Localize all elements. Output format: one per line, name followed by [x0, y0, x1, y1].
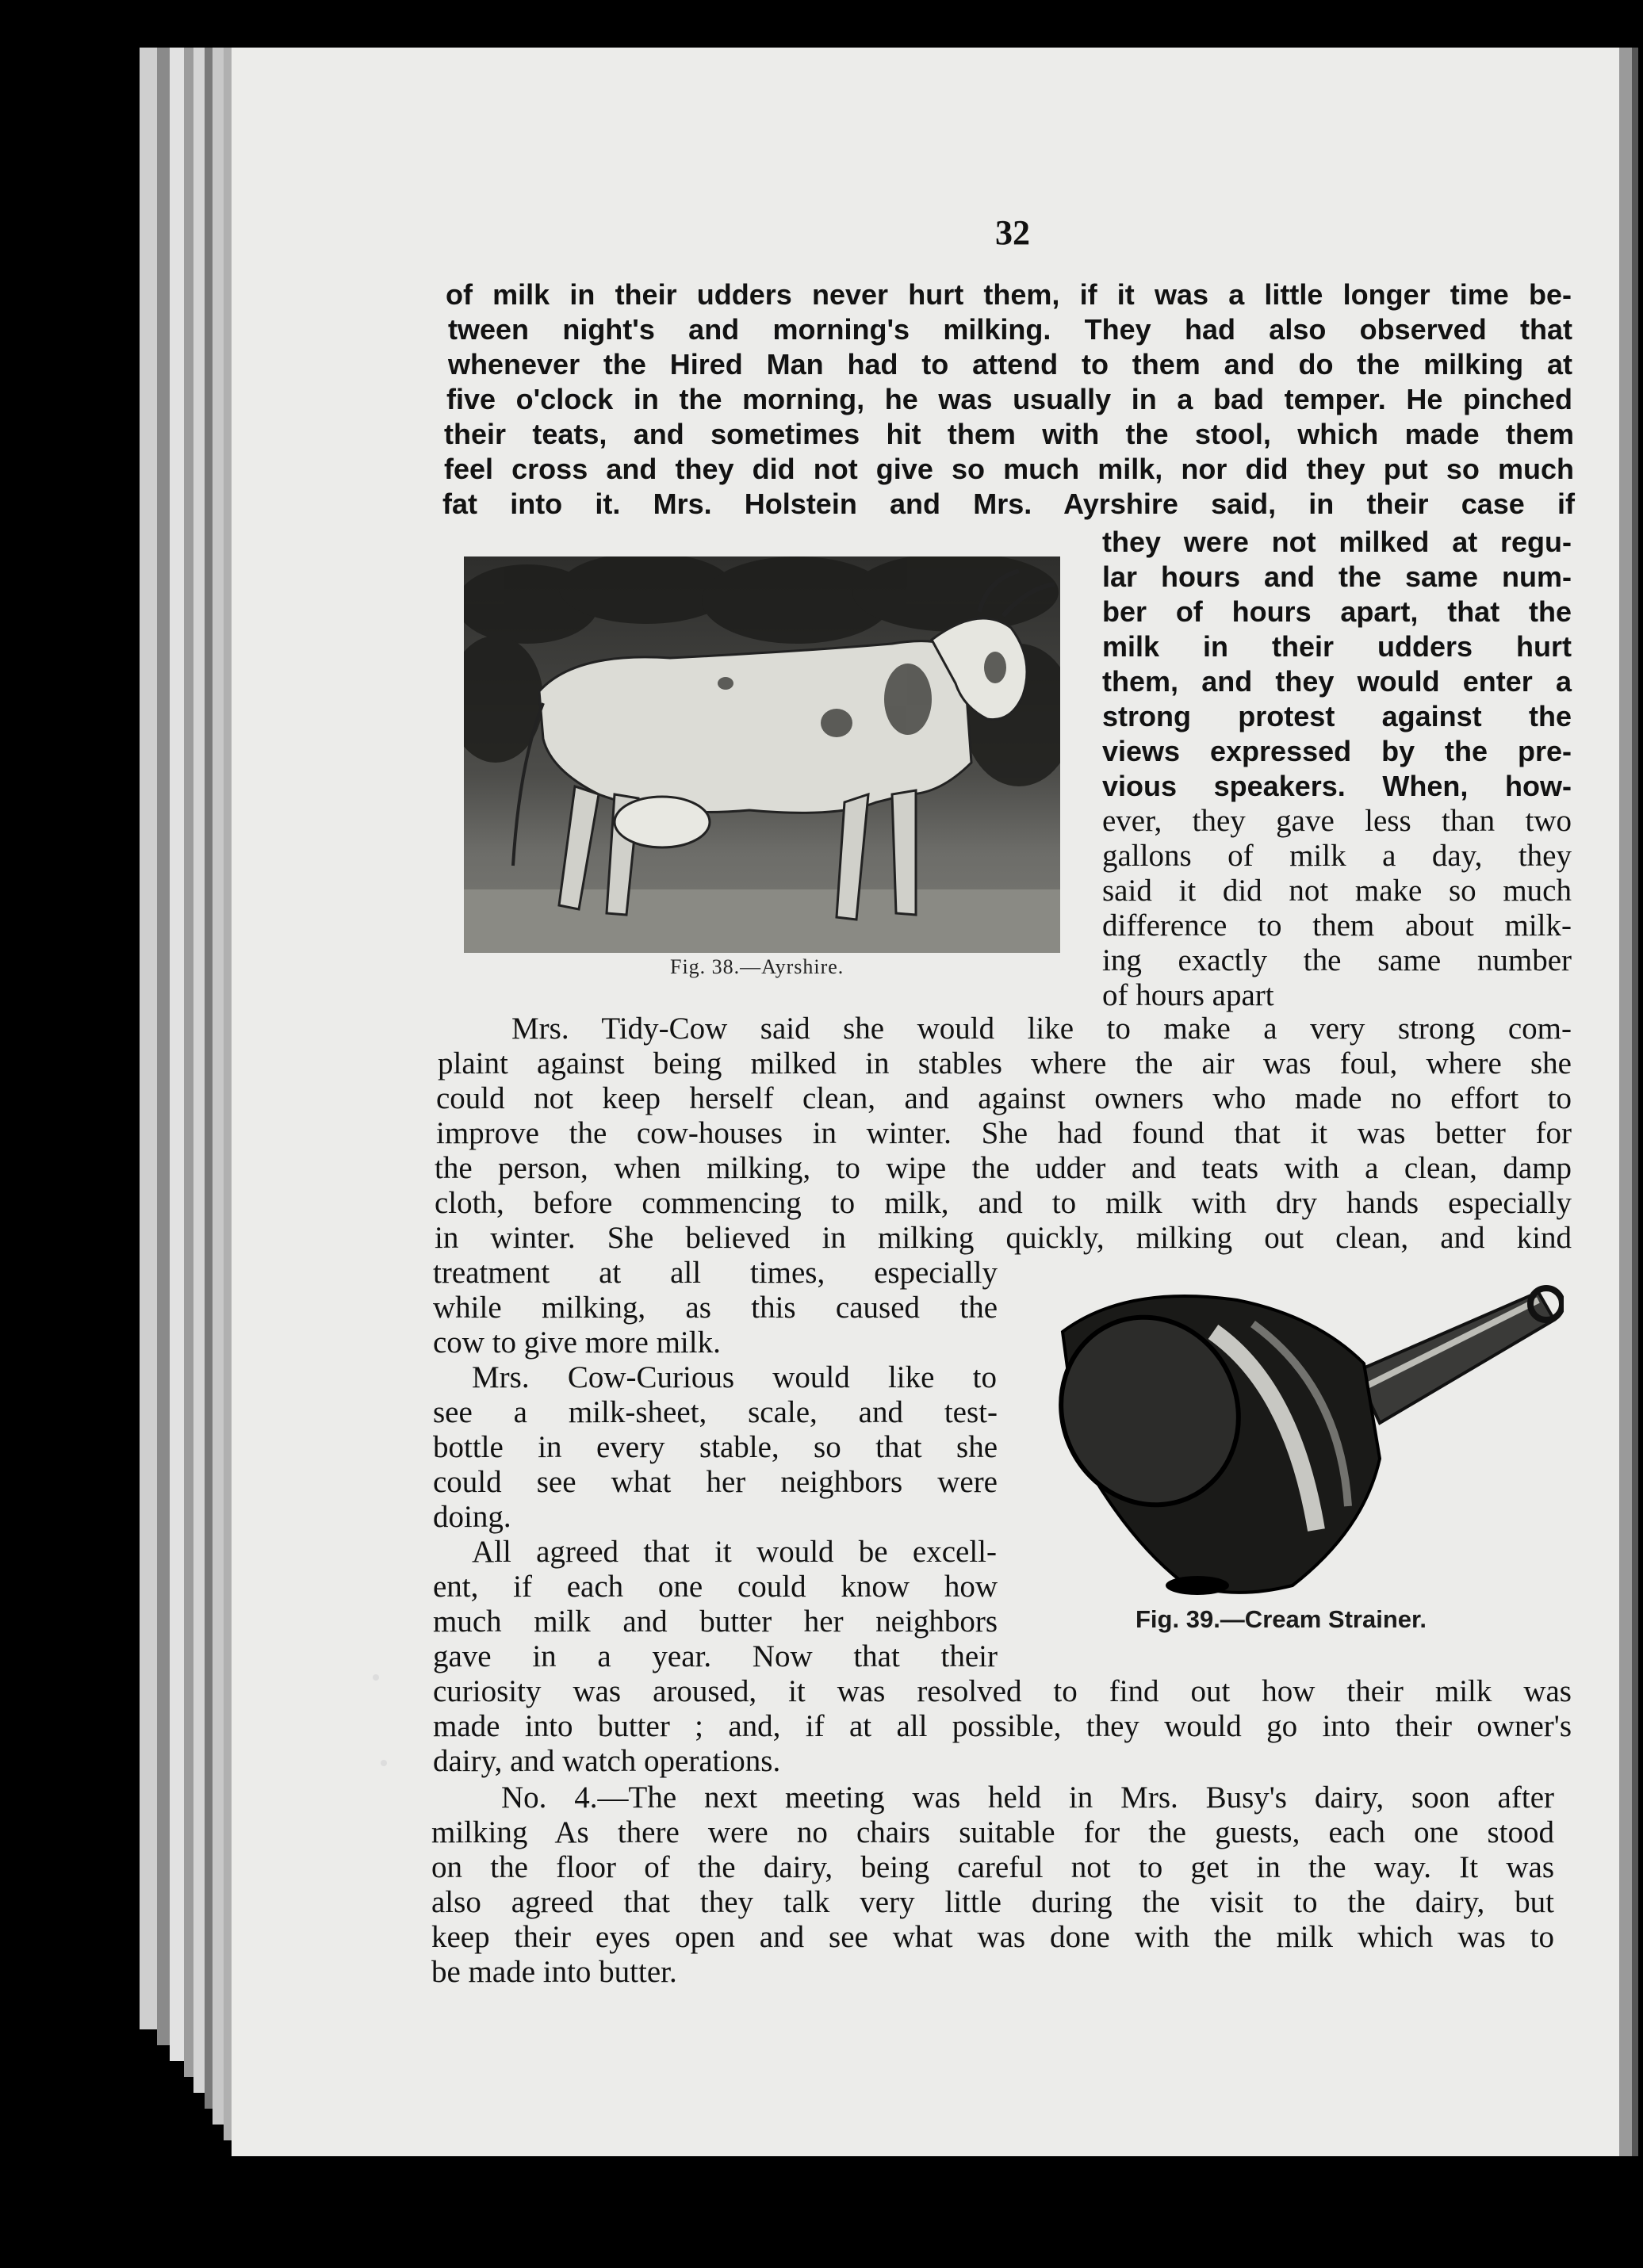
text-line: bottle in every stable, so that she: [433, 1430, 998, 1464]
text-line: five o'clock in the morning, he was usually in a bad temper. He pinched: [446, 383, 1572, 415]
text-line: also agreed that they talk very little during the visit to the dairy, but: [431, 1885, 1554, 1919]
text-line: their teats, and sometimes hit them with the stool, which made them: [444, 418, 1574, 450]
text-line: curiosity was aroused, it was resolved to find out how their milk was: [433, 1674, 1572, 1708]
text-line: ent, if each one could know how: [433, 1570, 998, 1604]
text-line: see a milk-sheet, scale, and test-: [433, 1395, 998, 1429]
text-line: difference to them about milk-: [1102, 908, 1572, 943]
text-line: ing exactly the same number: [1102, 943, 1572, 977]
text-line: they were not milked at regu-: [1102, 526, 1572, 558]
text-line: views expressed by the pre-: [1102, 735, 1572, 767]
text-line: ber of hours apart, that the: [1102, 595, 1572, 628]
text-line: Mrs. Tidy-Cow said she would like to make a very strong com-: [511, 1012, 1572, 1046]
text-line: in winter. She believed in milking quickly, milking out clean, and kind: [435, 1221, 1572, 1255]
text-line: could not keep herself clean, and against owners who made no effort to: [436, 1081, 1572, 1115]
text-line: ever, they gave less than two: [1102, 804, 1572, 838]
text-line: keep their eyes open and see what was done with the milk which was to: [431, 1920, 1554, 1954]
text-line: fat into it. Mrs. Holstein and Mrs. Ayrshire said, in their case if: [442, 488, 1575, 520]
text-line: be made into butter.: [431, 1955, 677, 1989]
text-line: milking As there were no chairs suitable for the guests, each one stood: [431, 1815, 1554, 1849]
text-line: cloth, before commencing to milk, and to milk with dry hands especially: [435, 1186, 1572, 1220]
text-line: made into butter ; and, if at all possible, they would go into their owner's: [433, 1709, 1572, 1743]
text-line: milk in their udders hurt: [1102, 630, 1572, 663]
text-line: them, and they would enter a: [1102, 665, 1572, 698]
text-line: lar hours and the same num-: [1102, 560, 1572, 593]
text-line: plaint against being milked in stables where the air was foul, where she: [438, 1046, 1572, 1080]
text-line: much milk and butter her neighbors: [433, 1604, 998, 1639]
text-line: gave in a year. Now that their: [433, 1639, 998, 1673]
text-line: strong protest against the: [1102, 700, 1572, 732]
text-line: gallons of milk a day, they: [1102, 839, 1572, 873]
text-line: of milk in their udders never hurt them, if it was a little longer time be-: [446, 278, 1572, 311]
text-line: the person, when milking, to wipe the udder and teats with a clean, damp: [435, 1151, 1572, 1185]
text-line: doing.: [433, 1500, 511, 1534]
text-line: dairy, and watch operations.: [433, 1744, 781, 1778]
figure-caption: Fig. 38.—Ayrshire.: [670, 955, 844, 978]
text-line: on the floor of the dairy, being careful not to get in the way. It was: [431, 1850, 1554, 1884]
text-line: Mrs. Cow-Curious would like to: [472, 1360, 997, 1394]
text-line: treatment at all times, especially: [433, 1256, 998, 1290]
text-line: tween night's and morning's milking. They had also observed that: [448, 313, 1572, 346]
figure-caption: Fig. 39.—Cream Strainer.: [1136, 1605, 1427, 1633]
text-line: vious speakers. When, how-: [1102, 770, 1572, 802]
text-line: improve the cow-houses in winter. She had found that it was better for: [436, 1116, 1572, 1150]
text-line: No. 4.—The next meeting was held in Mrs. Busy's dairy, soon after: [501, 1780, 1554, 1815]
text-line: All agreed that it would be excell-: [472, 1535, 997, 1569]
page-number: 32: [995, 213, 1030, 252]
text-line: could see what her neighbors were: [433, 1465, 998, 1499]
text-line: cow to give more milk.: [433, 1325, 721, 1360]
text-line: said it did not make so much: [1102, 874, 1572, 908]
text-line: while milking, as this caused the: [433, 1291, 998, 1325]
text-line: whenever the Hired Man had to attend to them and do the milking at: [448, 348, 1572, 381]
text-line: feel cross and they did not give so much milk, nor did they put so much: [444, 453, 1574, 485]
text-line: of hours apart: [1102, 978, 1274, 1012]
